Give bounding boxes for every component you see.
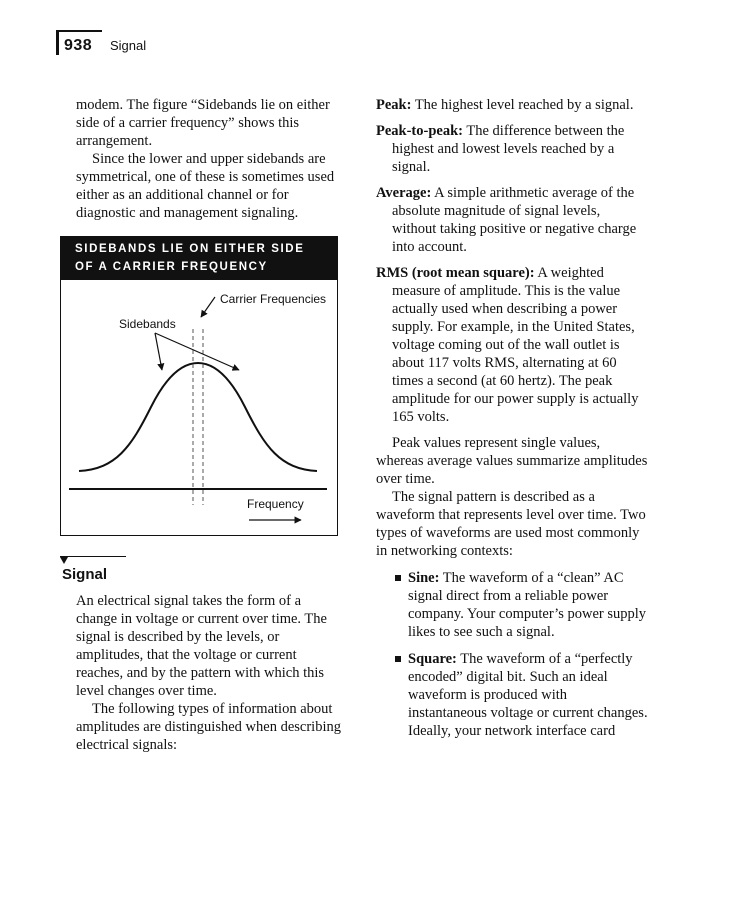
header-bar bbox=[56, 30, 59, 55]
triangle-marker-icon bbox=[60, 557, 68, 564]
figure-caption-line: OF A CARRIER FREQUENCY bbox=[75, 261, 268, 273]
bullet-text: The waveform of a “perfectly encoded” digital bit. Such an ideal waveform is produced with instantaneous voltage or current changes. Ideally, your network interface card bbox=[408, 651, 648, 739]
bullet-term: Sine: bbox=[408, 570, 440, 586]
sideband-pointer bbox=[155, 333, 239, 370]
bullet-item bbox=[376, 569, 648, 641]
sidebands-figure bbox=[60, 236, 338, 536]
definition-item bbox=[376, 264, 648, 426]
definition-term: Peak-to-peak: bbox=[376, 123, 463, 139]
page-number: 938 bbox=[64, 37, 93, 54]
bullet-term: Square: bbox=[408, 651, 457, 667]
right-column bbox=[376, 96, 648, 749]
definition-text: A simple arithmetic average of the absolute magnitude of signal levels, without taking positive or negative charge into account. bbox=[392, 185, 637, 255]
section-title: Signal bbox=[62, 566, 108, 583]
bullet-item bbox=[376, 650, 648, 740]
definition-term: Average: bbox=[376, 185, 432, 201]
definition-item bbox=[376, 122, 648, 176]
frequency-label: Frequency bbox=[247, 497, 304, 511]
sidebands-diagram bbox=[61, 237, 337, 535]
carrier-pointer bbox=[201, 297, 215, 317]
definition-item bbox=[376, 184, 648, 256]
page-header bbox=[56, 30, 176, 58]
section-body bbox=[76, 592, 344, 754]
definition-term: RMS (root mean square): bbox=[376, 265, 535, 281]
bullet-square-icon bbox=[395, 575, 401, 581]
definition-text: A weighted measure of amplitude. This is the value actually used when describing a power supply. For example, in the United States, voltage coming out of the wall outlet is about 117 volts RMS, alternating at 60 times a second (at 60 hertz). The peak amplitude for our power supply is actually 165 volts. bbox=[392, 265, 639, 425]
definition-item bbox=[376, 96, 648, 114]
definition-text: The highest level reached by a signal. bbox=[414, 97, 634, 113]
bullet-square-icon bbox=[395, 656, 401, 662]
carrier-frequencies-label: Carrier Frequencies bbox=[220, 292, 327, 306]
figure-caption-line: SIDEBANDS LIE ON EITHER SIDE bbox=[75, 243, 305, 255]
signal-curve bbox=[79, 363, 317, 471]
definition-term: Peak: bbox=[376, 97, 412, 113]
section-rule bbox=[60, 556, 126, 557]
paragraph: Peak values represent single values, whereas average values summarize amplitudes over time. bbox=[376, 435, 648, 487]
sideband-pointer bbox=[155, 333, 162, 370]
paragraph: modem. The figure “Sidebands lie on either side of a carrier frequency” shows this arrangement. bbox=[76, 97, 330, 149]
paragraph: The following types of information about amplitudes are distinguished when describing electrical signals: bbox=[76, 701, 341, 753]
paragraph: Since the lower and upper sidebands are symmetrical, one of these is sometimes used either as an additional channel or for diagnostic and management signaling. bbox=[76, 151, 335, 221]
definition-text: The difference between the highest and lowest levels reached by a signal. bbox=[392, 123, 625, 175]
paragraph: An electrical signal takes the form of a change in voltage or current over time. The signal is described by the levels, or amplitudes, that the voltage or current reaches, and by the pattern with which this level changes over time. bbox=[76, 593, 327, 699]
bullet-text: The waveform of a “clean” AC signal direct from a reliable power company. Your computer’s power supply likes to see such a signal. bbox=[408, 570, 647, 640]
paragraph: The signal pattern is described as a waveform that represents level over time. Two types of waveforms are used most commonly in networking contexts: bbox=[376, 489, 646, 559]
left-column-intro bbox=[76, 96, 344, 222]
running-head: Signal bbox=[110, 38, 147, 53]
header-rule bbox=[56, 30, 102, 32]
sidebands-label: Sidebands bbox=[119, 317, 176, 331]
